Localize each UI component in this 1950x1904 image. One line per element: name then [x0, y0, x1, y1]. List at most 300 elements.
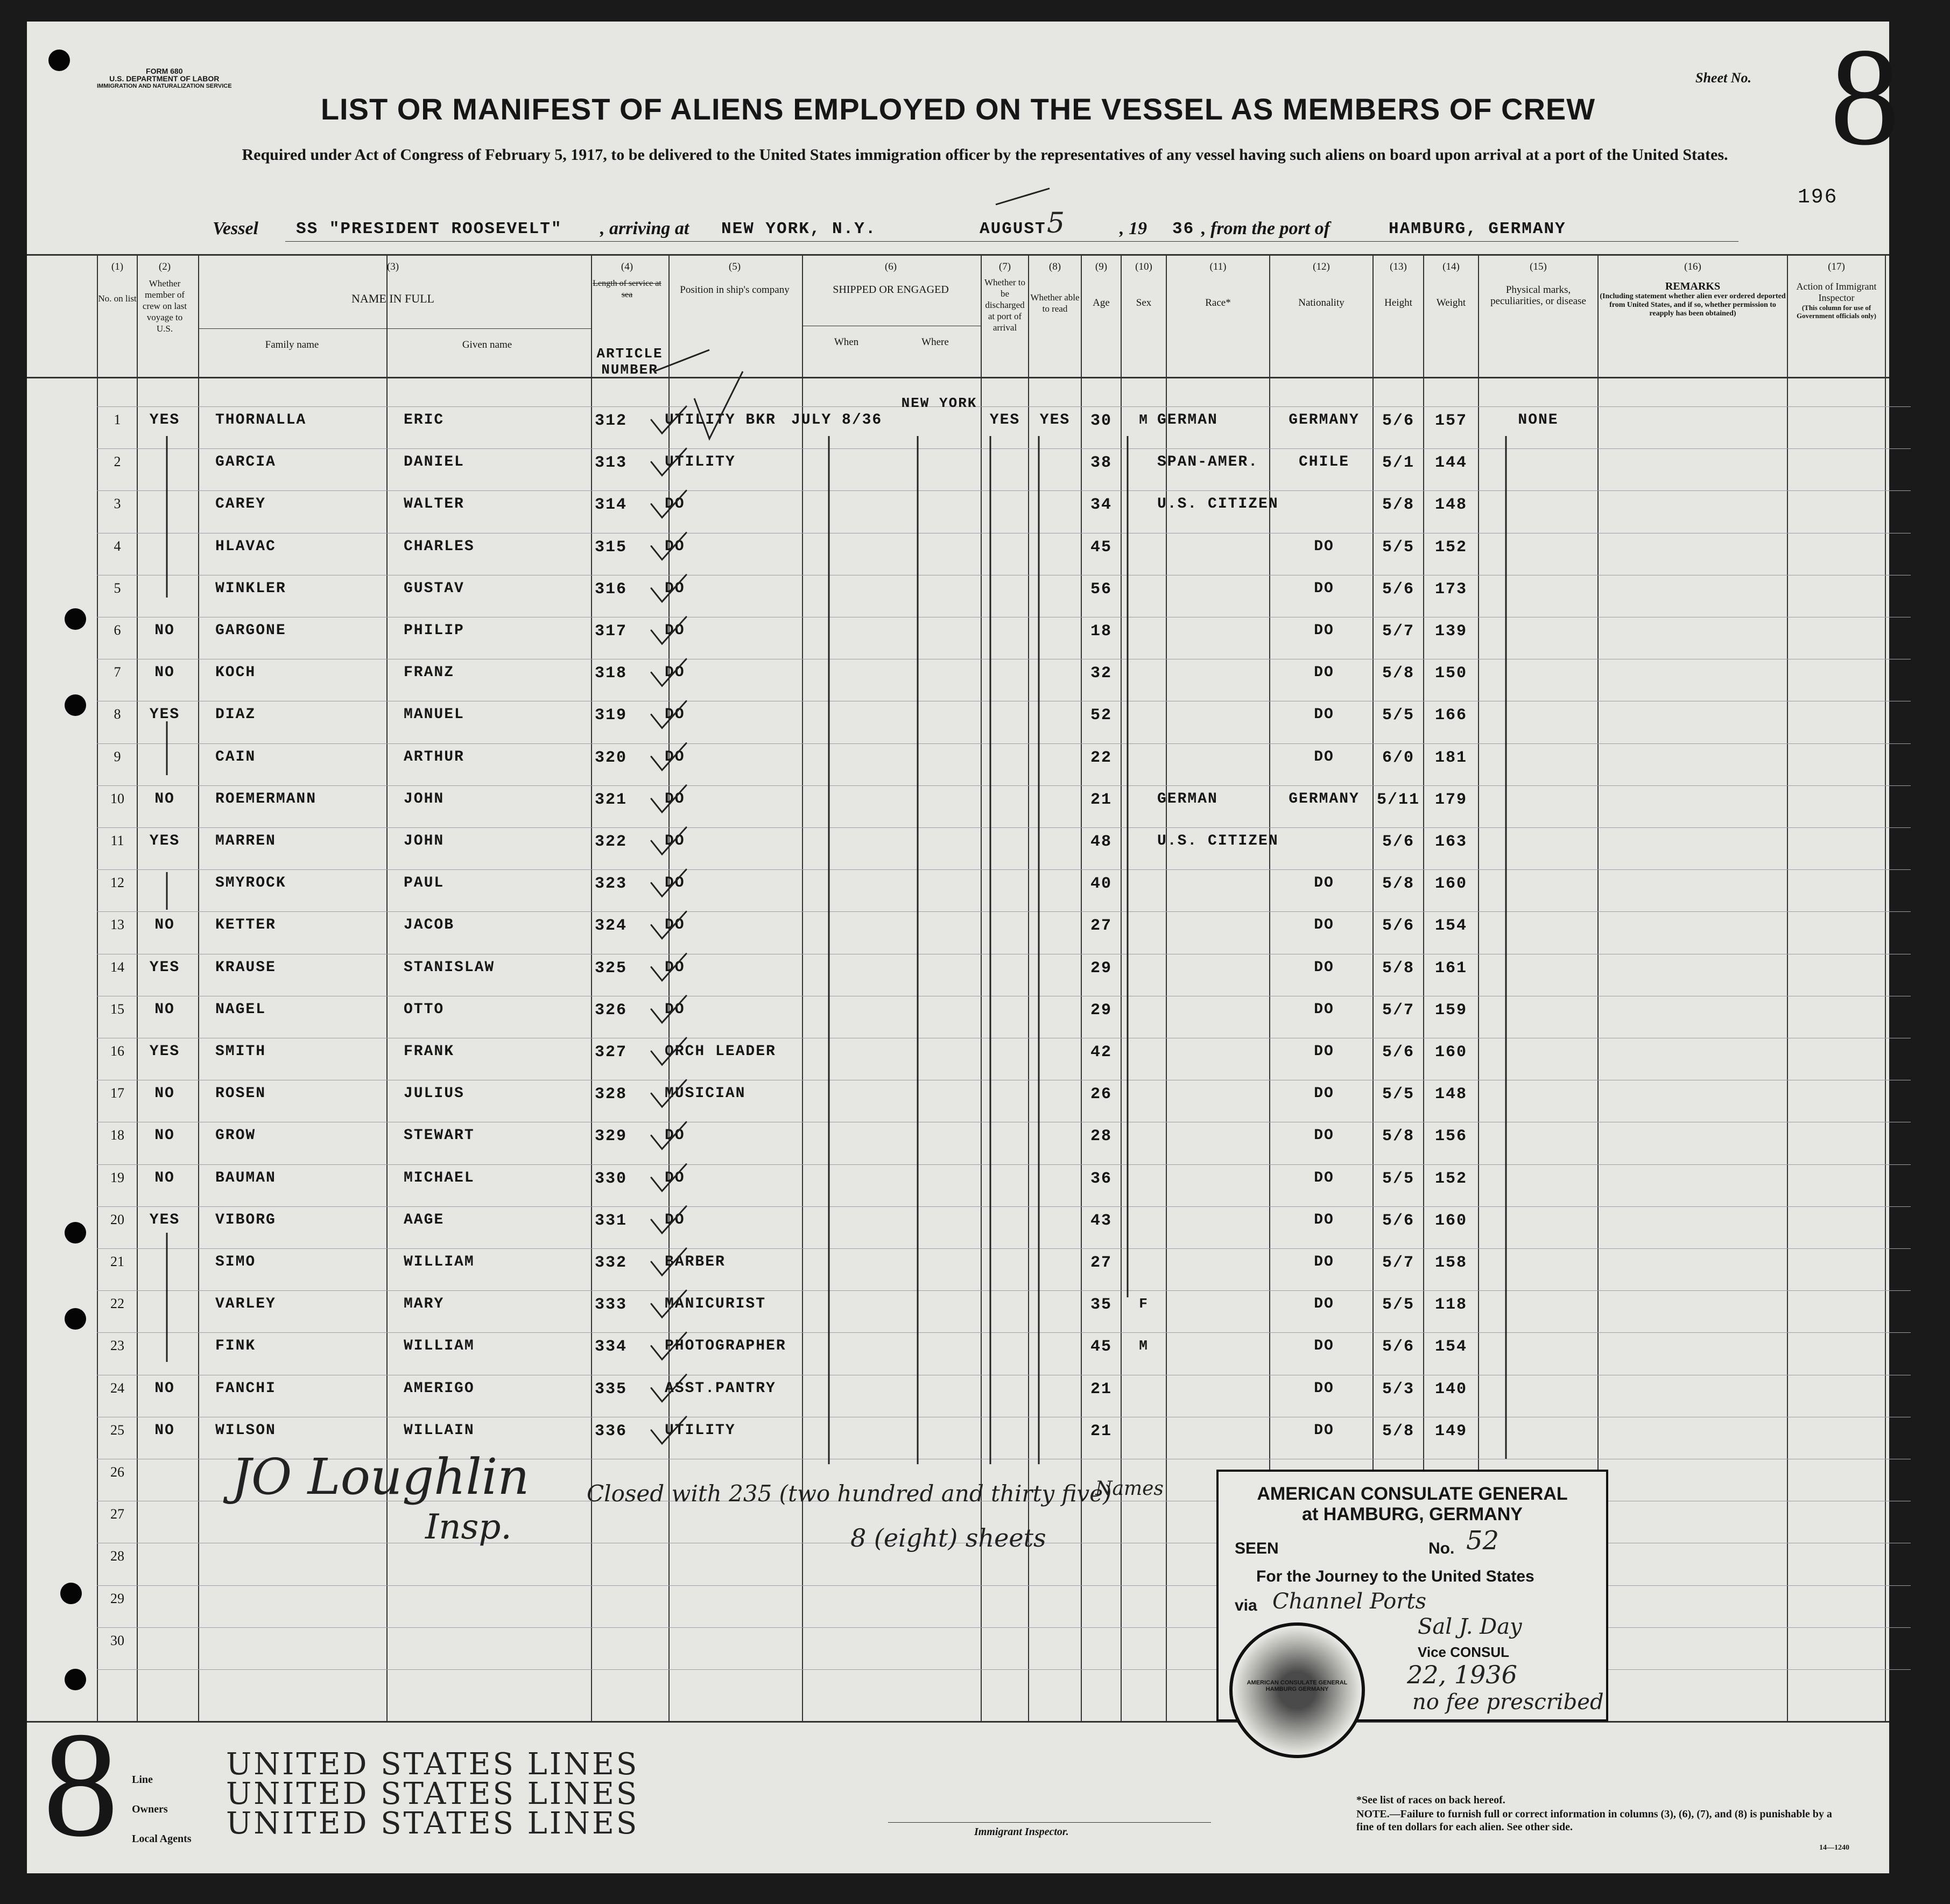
article-check-mark: [651, 827, 686, 854]
cell-prev: NO: [154, 1380, 175, 1397]
cell-position: DO: [665, 790, 685, 807]
cell-family: THORNALLA: [215, 412, 307, 428]
article-check-mark: [651, 659, 686, 686]
col3-header: (3) NAME IN FULL: [351, 261, 434, 305]
cell-given: WALTER: [404, 496, 464, 513]
cell-family: FINK: [215, 1338, 256, 1355]
cell-article: 332: [595, 1254, 628, 1272]
sheet-number: 8: [1830, 19, 1900, 174]
cell-article: 324: [595, 917, 628, 936]
cell-weight: 160: [1434, 875, 1467, 894]
cell-weight: 149: [1434, 1422, 1467, 1441]
col2-header: (2) Whether member of crew on last voyage to U.S.: [142, 261, 187, 334]
vessel-label: Vessel: [213, 219, 258, 238]
cell-marks: NONE: [1518, 412, 1559, 428]
cell-height: 5/11: [1376, 790, 1420, 809]
cell-family: GARCIA: [215, 454, 276, 471]
cell-prev: NO: [154, 622, 175, 639]
cell-family: WINKLER: [215, 580, 286, 597]
cell-age: 45: [1090, 538, 1112, 557]
cell-age: 48: [1090, 833, 1112, 851]
manifest-sheet: [27, 19, 1900, 1873]
cell-height: 5/8: [1382, 664, 1414, 683]
consulate-seal: [1229, 1622, 1365, 1758]
cell-family: SIMO: [215, 1254, 256, 1270]
cell-no: 21: [110, 1254, 124, 1269]
cell-prev: NO: [154, 1422, 175, 1439]
cell-height: 5/5: [1382, 1169, 1414, 1188]
cell-article: 321: [595, 790, 628, 809]
cell-no: 13: [110, 917, 124, 933]
cell-no: 16: [110, 1043, 124, 1059]
cell-position: DO: [665, 622, 685, 639]
cell-family: CAREY: [215, 496, 266, 513]
col15-header: (15) Physical marks, peculiarities, or disease: [1490, 261, 1586, 307]
cell-no: 8: [114, 706, 121, 722]
cell-weight: 154: [1434, 917, 1467, 936]
cell-position: DO: [665, 875, 685, 892]
cell-given: MICHAEL: [404, 1169, 475, 1186]
cell-age: 38: [1090, 454, 1112, 473]
cell-height: 5/1: [1382, 454, 1414, 473]
cell-no: 9: [114, 748, 121, 764]
cell-article: 331: [595, 1211, 628, 1230]
cell-weight: 166: [1434, 706, 1467, 725]
cell-nationality: DO: [1314, 1127, 1334, 1144]
cell-no: 14: [110, 959, 124, 975]
arrival-day: 5: [1047, 207, 1065, 240]
line-label: Line: [132, 1774, 153, 1786]
cell-height: 6/0: [1382, 748, 1414, 767]
cell-family: VARLEY: [215, 1296, 276, 1313]
article-check-mark: [651, 617, 686, 644]
cell-nationality: DO: [1314, 538, 1334, 555]
owners-label: Owners: [132, 1803, 168, 1815]
cell-position: DO: [665, 580, 685, 597]
stamp-date: 22, 1936: [1407, 1660, 1517, 1689]
cell-prev: NO: [154, 1127, 175, 1144]
cell-height: 5/7: [1382, 622, 1414, 641]
when-header: When: [834, 336, 859, 348]
given-name-header: Given name: [462, 339, 512, 350]
article-check-mark: [651, 1038, 686, 1065]
cell-article: 314: [595, 496, 628, 515]
cell-position: PHOTOGRAPHER: [665, 1338, 786, 1355]
cell-given: WILLIAM: [404, 1338, 475, 1355]
cell-family: SMITH: [215, 1043, 266, 1060]
cell-family: WILSON: [215, 1422, 276, 1439]
cell-age: 22: [1090, 748, 1112, 767]
inspector-signature-line: [888, 1822, 1211, 1823]
cell-article: 327: [595, 1043, 628, 1062]
cell-position: ORCH LEADER: [665, 1043, 776, 1060]
cell-weight: 148: [1434, 496, 1467, 515]
article-check-mark: [651, 743, 686, 770]
article-check-mark: [651, 701, 686, 728]
cell-age: 29: [1090, 959, 1112, 978]
line-value: UNITED STATES LINES: [226, 1747, 639, 1782]
article-check-mark: [651, 1332, 686, 1359]
cell-no: 17: [110, 1085, 124, 1101]
cell-position: DO: [665, 496, 685, 513]
cell-race: U.S. CITIZEN: [1157, 496, 1279, 513]
cell-nationality: DO: [1314, 664, 1334, 681]
from-label: , from the port of: [1201, 219, 1330, 238]
cell-no: 25: [110, 1422, 124, 1438]
article-check-mark: [651, 869, 686, 896]
cell-family: GROW: [215, 1127, 256, 1144]
cell-prev: NO: [154, 1085, 175, 1102]
cell-position: DO: [665, 1211, 685, 1228]
col8-header: (8) Whether able to read: [1030, 261, 1080, 314]
cell-nationality: DO: [1314, 1380, 1334, 1397]
article-check-mark: [651, 785, 686, 812]
header-check: [654, 350, 709, 371]
cell-given: WILLIAM: [404, 1254, 475, 1270]
col14-header: (14) Weight: [1436, 261, 1466, 308]
cell-family: ROSEN: [215, 1085, 266, 1102]
cell-position: UTILITY: [665, 1422, 736, 1439]
arriving-label: , arriving at: [600, 219, 689, 238]
cell-position: DO: [665, 1001, 685, 1018]
departure-port: HAMBURG, GERMANY: [1389, 220, 1566, 238]
cell-nationality: GERMANY: [1289, 412, 1360, 428]
cell-position: MANICURIST: [665, 1296, 766, 1313]
cell-given: FRANZ: [404, 664, 455, 681]
closed-note: Closed with 235 (two hundred and thirty five): [587, 1480, 1112, 1507]
cell-given: PAUL: [404, 875, 445, 892]
article-check-mark: [651, 911, 686, 938]
cell-age: 40: [1090, 875, 1112, 894]
cell-given: MANUEL: [404, 706, 464, 723]
cell-height: 5/5: [1382, 538, 1414, 557]
cell-no: 2: [114, 454, 121, 470]
cell-sex: M: [1139, 412, 1149, 428]
blank-row-number: 26: [110, 1464, 124, 1480]
cell-age: 34: [1090, 496, 1112, 515]
cell-height: 5/5: [1382, 1296, 1414, 1315]
cell-weight: 158: [1434, 1254, 1467, 1272]
cell-given: OTTO: [404, 1001, 445, 1018]
cell-given: PHILIP: [404, 622, 464, 639]
cell-weight: 152: [1434, 1169, 1467, 1188]
cell-nationality: DO: [1314, 1338, 1334, 1355]
cell-nationality: DO: [1314, 1043, 1334, 1060]
cell-position: DO: [665, 1169, 685, 1186]
cell-article: 330: [595, 1169, 628, 1188]
cell-position: DO: [665, 833, 685, 849]
cell-no: 23: [110, 1338, 124, 1354]
cell-age: 35: [1090, 1296, 1112, 1315]
cell-nationality: DO: [1314, 1001, 1334, 1018]
cell-nationality: DO: [1314, 917, 1334, 934]
cell-given: GUSTAV: [404, 580, 464, 597]
stamp-journey: For the Journey to the United States: [1256, 1568, 1534, 1585]
consulate-stamp-title: AMERICAN CONSULATE GENERAL at HAMBURG, GERMANY: [1257, 1484, 1568, 1524]
cell-height: 5/6: [1382, 1043, 1414, 1062]
cell-article: 334: [595, 1338, 628, 1357]
inspector-title: Insp.: [425, 1507, 512, 1547]
cell-weight: 160: [1434, 1043, 1467, 1062]
cell-height: 5/5: [1382, 706, 1414, 725]
cell-sex: M: [1139, 1338, 1149, 1354]
cell-no: 5: [114, 580, 121, 596]
cell-position: DO: [665, 664, 685, 681]
cell-nationality: DO: [1314, 1211, 1334, 1228]
stamp-no-value: 52: [1466, 1526, 1500, 1556]
cell-prev: YES: [149, 959, 180, 976]
article-check-mark: [651, 406, 686, 433]
cell-nationality: DO: [1314, 959, 1334, 976]
cell-family: HLAVAC: [215, 538, 276, 555]
cell-age: 45: [1090, 1338, 1112, 1357]
stamp-no-label: No.: [1428, 1540, 1455, 1557]
cell-position: DO: [665, 917, 685, 934]
cell-height: 5/6: [1382, 1338, 1414, 1357]
cell-height: 5/5: [1382, 1085, 1414, 1104]
col6-header: (6) SHIPPED OR ENGAGED: [833, 261, 949, 296]
cell-prev: YES: [149, 833, 180, 849]
cell-when: JULY 8/36: [791, 412, 883, 428]
cell-weight: 181: [1434, 748, 1467, 767]
cell-given: JOHN: [404, 833, 445, 849]
cell-family: FANCHI: [215, 1380, 276, 1397]
cell-height: 5/8: [1382, 959, 1414, 978]
cell-height: 5/8: [1382, 496, 1414, 515]
cell-nationality: DO: [1314, 875, 1334, 892]
article-check-mark: [651, 996, 686, 1023]
cell-nationality: DO: [1314, 1296, 1334, 1313]
vessel-name: SS "PRESIDENT ROOSEVELT": [296, 220, 562, 238]
page-title: LIST OR MANIFEST OF ALIENS EMPLOYED ON THE VESSEL AS MEMBERS OF CREW: [320, 92, 1596, 126]
page-subtitle: Required under Act of Congress of February 5, 1917, to be delivered to the United States immigration officer by the representatives of any vessel having such aliens on board upon arrival at a port of the United States.: [242, 146, 1728, 164]
cell-article: 320: [595, 748, 628, 767]
header-check-2: [694, 371, 743, 439]
cell-no: 3: [114, 496, 121, 512]
article-check-mark: [651, 1122, 686, 1149]
cell-given: JACOB: [404, 917, 455, 934]
article-check-mark: [651, 1206, 686, 1233]
cell-age: 32: [1090, 664, 1112, 683]
cell-no: 1: [114, 412, 121, 427]
cell-height: 5/6: [1382, 412, 1414, 430]
stamp-seen: SEEN: [1235, 1540, 1279, 1557]
cell-no: 20: [110, 1211, 124, 1227]
cell-weight: 150: [1434, 664, 1467, 683]
immigrant-inspector-label: Immigrant Inspector.: [974, 1826, 1069, 1838]
cell-given: MARY: [404, 1296, 445, 1313]
col10-header: (10) Sex: [1135, 261, 1152, 308]
cell-position: DO: [665, 706, 685, 723]
cell-given: AMERIGO: [404, 1380, 475, 1397]
cell-weight: 163: [1434, 833, 1467, 851]
cell-age: 21: [1090, 1380, 1112, 1399]
cell-nationality: GERMANY: [1289, 790, 1360, 807]
cell-given: ARTHUR: [404, 748, 464, 765]
cell-given: CHARLES: [404, 538, 475, 555]
cell-weight: 154: [1434, 1338, 1467, 1357]
cell-age: 43: [1090, 1211, 1112, 1230]
cell-position: UTILITY: [665, 454, 736, 471]
cell-given: ERIC: [404, 412, 445, 428]
cell-nationality: CHILE: [1298, 454, 1349, 471]
cell-given: STEWART: [404, 1127, 475, 1144]
cell-position: DO: [665, 748, 685, 765]
cell-given: AAGE: [404, 1211, 445, 1228]
article-number-header: ARTICLE NUMBER: [596, 346, 663, 378]
consulate-stamp: [1216, 1470, 1608, 1722]
cell-family: DIAZ: [215, 706, 256, 723]
article-check-mark: [651, 1248, 686, 1275]
cell-given: FRANK: [404, 1043, 455, 1060]
cell-article: 313: [595, 454, 628, 473]
cell-article: 317: [595, 622, 628, 641]
cell-height: 5/8: [1382, 1422, 1414, 1441]
cell-nationality: DO: [1314, 580, 1334, 597]
col5-header: (5) Position in ship's company: [680, 261, 790, 296]
cell-family: VIBORG: [215, 1211, 276, 1228]
cell-no: 12: [110, 875, 124, 891]
cell-article: 323: [595, 875, 628, 894]
cell-nationality: DO: [1314, 1169, 1334, 1186]
cell-article: 325: [595, 959, 628, 978]
stamp-number: 196: [1798, 186, 1838, 209]
cell-given: STANISLAW: [404, 959, 495, 976]
cell-prev: YES: [149, 412, 180, 428]
cell-weight: 144: [1434, 454, 1467, 473]
col1-header: (1) No. on list: [98, 261, 137, 304]
col4-header: (4) Length of service at sea: [593, 261, 661, 299]
cell-age: 42: [1090, 1043, 1112, 1062]
form-id: FORM 680 U.S. DEPARTMENT OF LABOR IMMIGRATION AND NATURALIZATION SERVICE: [97, 67, 232, 89]
cell-article: 336: [595, 1422, 628, 1441]
article-check-mark: [651, 448, 686, 475]
cell-given: JOHN: [404, 790, 445, 807]
cell-family: MARREN: [215, 833, 276, 849]
cell-height: 5/8: [1382, 875, 1414, 894]
cell-weight: 160: [1434, 1211, 1467, 1230]
cell-weight: 148: [1434, 1085, 1467, 1104]
cell-where: NEW YORK: [901, 395, 977, 411]
arrival-month: AUGUST: [980, 220, 1046, 238]
cell-weight: 161: [1434, 959, 1467, 978]
cell-article: 328: [595, 1085, 628, 1104]
year-prefix: , 19: [1120, 219, 1147, 238]
cell-weight: 118: [1434, 1296, 1467, 1315]
cell-no: 6: [114, 622, 121, 638]
cell-height: 5/6: [1382, 580, 1414, 599]
cell-position: BARBER: [665, 1254, 726, 1270]
cell-prev: YES: [149, 1043, 180, 1060]
cell-no: 19: [110, 1169, 124, 1185]
cell-nationality: DO: [1314, 1254, 1334, 1270]
cell-article: 319: [595, 706, 628, 725]
cell-nationality: DO: [1314, 622, 1334, 639]
cell-prev: NO: [154, 664, 175, 681]
cell-family: ROEMERMANN: [215, 790, 317, 807]
form-code: 14—1240: [1819, 1844, 1849, 1852]
cell-position: ASST.PANTRY: [665, 1380, 776, 1397]
col7-header: (7) Whether to be discharged at port of arrival: [984, 261, 1025, 333]
cell-age: 21: [1090, 1422, 1112, 1441]
vice-consul-signature: Sal J. Day: [1418, 1614, 1522, 1639]
cell-family: SMYROCK: [215, 875, 286, 892]
col9-header: (9) Age: [1093, 261, 1110, 308]
col16-header: (16) REMARKS (Including statement whether alien ever ordered deported from United States, and if so, whether permission to reapply has been obtained): [1600, 261, 1786, 318]
article-check-mark: [651, 575, 686, 602]
article-check-mark: [651, 1080, 686, 1107]
handwritten-checkmarks: [27, 22, 1889, 1873]
cell-age: 27: [1090, 917, 1112, 936]
col13-header: (13) Height: [1384, 261, 1412, 308]
cell-age: 29: [1090, 1001, 1112, 1020]
seal-text: AMERICAN CONSULATE GENERAL HAMBURG GERMANY: [1247, 1680, 1348, 1692]
cell-nationality: DO: [1314, 1085, 1334, 1102]
cell-article: 329: [595, 1127, 628, 1146]
stamp-fee-note: no fee prescribed: [1412, 1690, 1604, 1715]
cell-family: KOCH: [215, 664, 256, 681]
cell-age: 21: [1090, 790, 1112, 809]
cell-age: 30: [1090, 412, 1112, 430]
cell-no: 24: [110, 1380, 124, 1396]
sheet-label: Sheet No.: [1695, 70, 1751, 86]
cell-given: JULIUS: [404, 1085, 464, 1102]
blank-row-number: 29: [110, 1590, 124, 1606]
cell-weight: 140: [1434, 1380, 1467, 1399]
cell-height: 5/6: [1382, 1211, 1414, 1230]
cell-article: 315: [595, 538, 628, 557]
cell-no: 7: [114, 664, 121, 680]
cell-family: GARGONE: [215, 622, 286, 639]
cell-article: 335: [595, 1380, 628, 1399]
footer-sheet-number: 8: [43, 1701, 118, 1868]
cell-sex: F: [1139, 1296, 1149, 1312]
cell-prev: YES: [149, 706, 180, 723]
cell-age: 26: [1090, 1085, 1112, 1104]
cell-race: U.S. CITIZEN: [1157, 833, 1279, 849]
cell-prev: NO: [154, 1001, 175, 1018]
cell-family: CAIN: [215, 748, 256, 765]
cell-article: 333: [595, 1296, 628, 1315]
cell-weight: 173: [1434, 580, 1467, 599]
article-check-mark: [651, 490, 686, 517]
cell-prev: NO: [154, 917, 175, 934]
blank-row-number: 30: [110, 1632, 124, 1648]
cell-article: 312: [595, 412, 628, 430]
cell-family: NAGEL: [215, 1001, 266, 1018]
article-check-mark: [651, 1290, 686, 1317]
cell-discharged: YES: [989, 412, 1020, 428]
inspector-signature: JO Loughlin: [231, 1448, 530, 1506]
cell-nationality: DO: [1314, 748, 1334, 765]
stamp-via-value: Channel Ports: [1272, 1589, 1427, 1614]
cell-given: WILLAIN: [404, 1422, 475, 1439]
cell-position: DO: [665, 1127, 685, 1144]
cell-position: DO: [665, 959, 685, 976]
cell-no: 10: [110, 790, 124, 806]
names-note: Names: [1095, 1478, 1164, 1500]
cell-prev: NO: [154, 790, 175, 807]
cell-article: 322: [595, 833, 628, 851]
cell-no: 11: [110, 833, 124, 848]
cell-prev: YES: [149, 1211, 180, 1228]
cell-race: GERMAN: [1157, 412, 1218, 428]
article-check-mark: [651, 1375, 686, 1402]
cell-family: KRAUSE: [215, 959, 276, 976]
cell-weight: 157: [1434, 412, 1467, 430]
where-header: Where: [921, 336, 949, 348]
cell-no: 22: [110, 1296, 124, 1312]
